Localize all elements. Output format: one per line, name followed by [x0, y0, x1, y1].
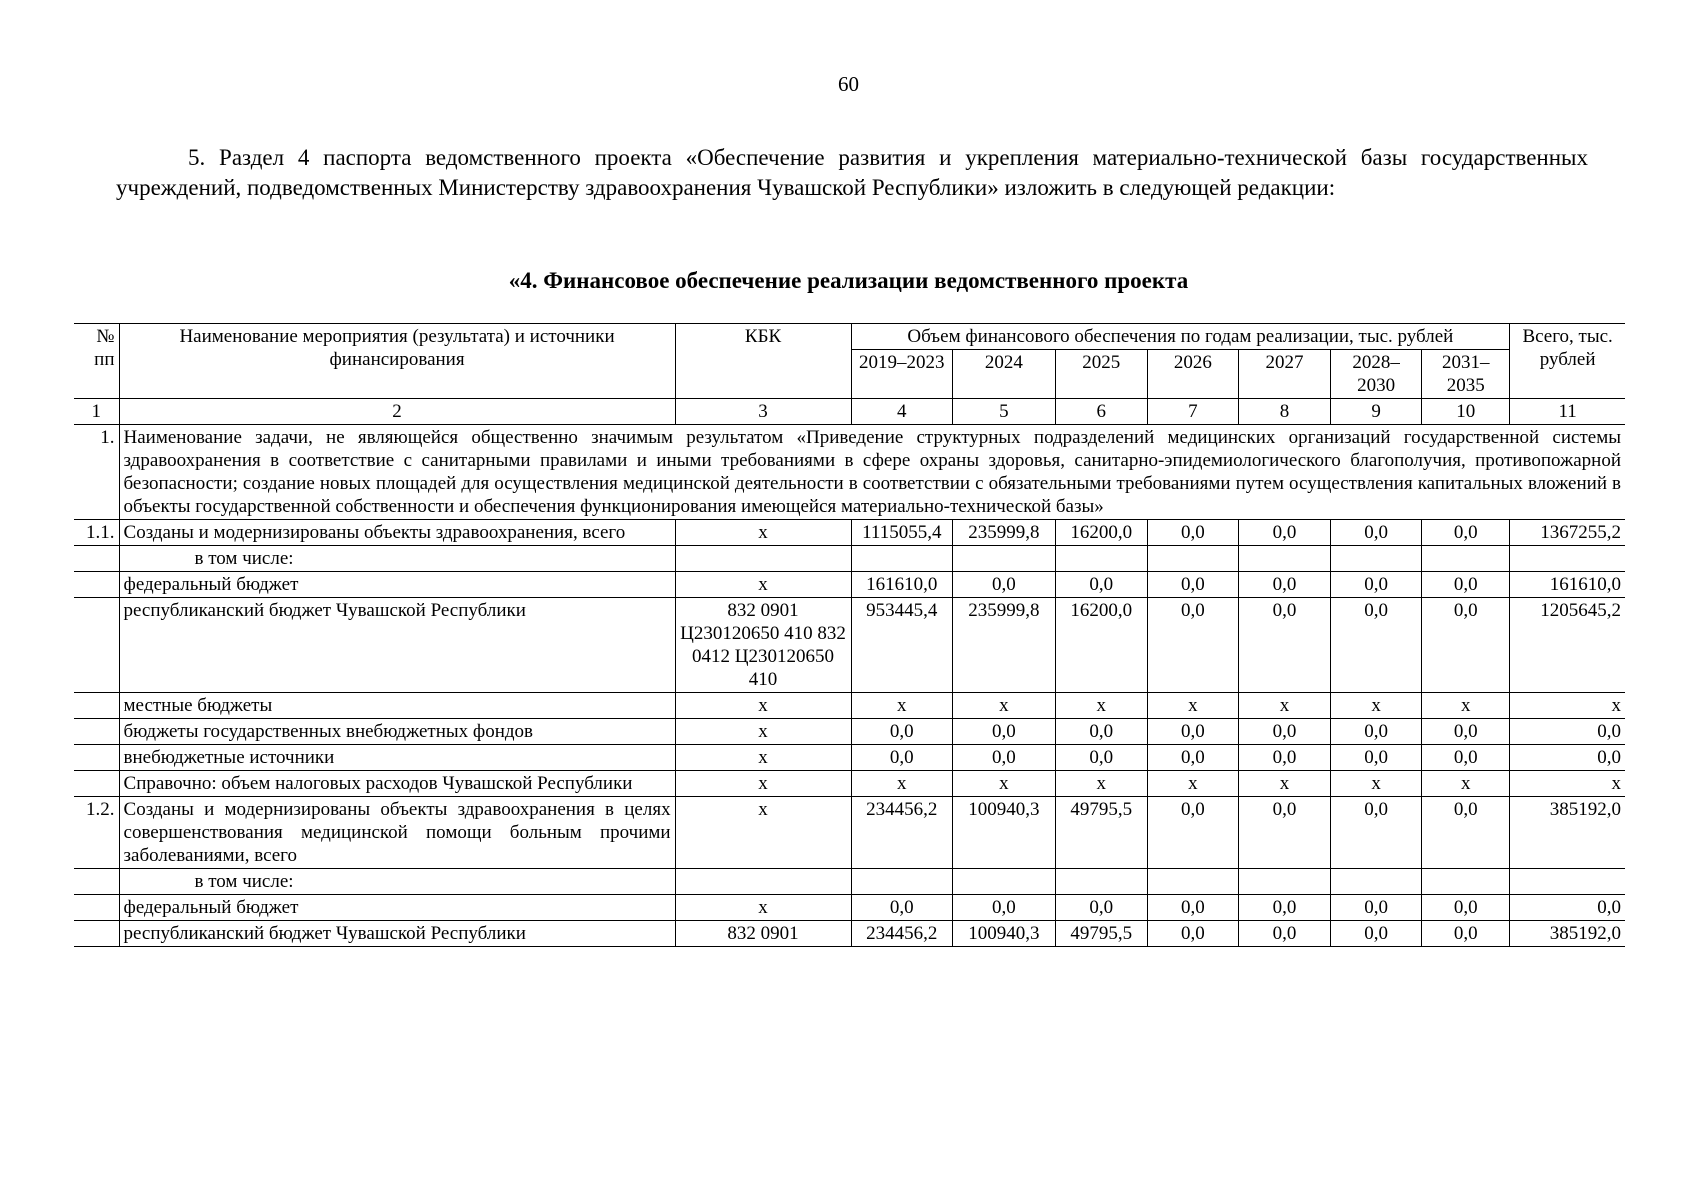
header-row-1: [74, 324, 1625, 350]
row-num: 1.2.: [74, 797, 119, 869]
row-value: [1147, 869, 1238, 895]
row-name: местные бюджеты: [119, 693, 675, 719]
row-value: 16200,0: [1055, 520, 1147, 546]
row-value: x: [1422, 693, 1510, 719]
row-value: [1331, 546, 1422, 572]
row-value: 0,0: [1055, 572, 1147, 598]
row-kbk: x: [675, 719, 851, 745]
header-year: 2025: [1055, 350, 1147, 399]
row-value: [1331, 869, 1422, 895]
row-name: федеральный бюджет: [119, 895, 675, 921]
header-name: Наименование мероприятия (результата) и источники финансирования: [119, 324, 675, 399]
row-value: 0,0: [1238, 598, 1330, 693]
row-value: x: [1510, 771, 1625, 797]
table-row: [74, 719, 1625, 745]
row-value: 0,0: [1422, 520, 1510, 546]
task-row: [74, 425, 1625, 520]
page-number: 60: [838, 72, 859, 96]
row-name: в том числе:: [119, 869, 675, 895]
row-value: x: [851, 693, 953, 719]
row-num: [74, 719, 119, 745]
row-value: 0,0: [1147, 921, 1238, 947]
table-row: [74, 869, 1625, 895]
column-number: 11: [1510, 399, 1625, 425]
column-number: 8: [1238, 399, 1330, 425]
row-value: 16200,0: [1055, 598, 1147, 693]
row-value: 0,0: [1147, 598, 1238, 693]
row-num: [74, 693, 119, 719]
column-number: 4: [851, 399, 953, 425]
intro-paragraph: 5. Раздел 4 паспорта ведомственного проекта «Обеспечение развития и укрепления материально-технической базы государственных учреждений, подведомственных Министерству здравоохранения Чувашской Республики» изложить в следующей редакции:: [116, 145, 1588, 200]
header-year: 2028–2030: [1331, 350, 1422, 399]
row-name: внебюджетные источники: [119, 745, 675, 771]
header-year: 2019–2023: [851, 350, 953, 399]
row-value: [1510, 869, 1625, 895]
column-number: 2: [119, 399, 675, 425]
header-year: 2027: [1238, 350, 1330, 399]
row-value: 0,0: [1147, 797, 1238, 869]
row-value: 0,0: [1147, 895, 1238, 921]
row-value: 1205645,2: [1510, 598, 1625, 693]
row-value: 161610,0: [851, 572, 953, 598]
row-num: [74, 546, 119, 572]
row-value: 0,0: [1147, 719, 1238, 745]
row-value: x: [1331, 693, 1422, 719]
row-value: 1367255,2: [1510, 520, 1625, 546]
column-number: 10: [1422, 399, 1510, 425]
row-kbk: x: [675, 520, 851, 546]
row-value: x: [1238, 693, 1330, 719]
row-value: 0,0: [1238, 719, 1330, 745]
column-number-row: [74, 399, 1625, 425]
row-kbk: x: [675, 693, 851, 719]
row-kbk: x: [675, 771, 851, 797]
row-value: 0,0: [1238, 797, 1330, 869]
row-value: [851, 546, 953, 572]
row-value: [1055, 869, 1147, 895]
header-year: 2031–2035: [1422, 350, 1510, 399]
row-value: [1055, 546, 1147, 572]
row-value: 0,0: [1147, 520, 1238, 546]
row-value: 385192,0: [1510, 797, 1625, 869]
row-value: [1510, 546, 1625, 572]
row-value: 49795,5: [1055, 797, 1147, 869]
row-value: 0,0: [1422, 895, 1510, 921]
row-value: 0,0: [953, 895, 1056, 921]
row-value: 235999,8: [953, 598, 1056, 693]
row-name: федеральный бюджет: [119, 572, 675, 598]
row-num: [74, 598, 119, 693]
table-row: [74, 771, 1625, 797]
row-value: 0,0: [1055, 745, 1147, 771]
row-num: [74, 745, 119, 771]
row-value: 0,0: [1331, 598, 1422, 693]
table-row: [74, 572, 1625, 598]
row-value: 0,0: [1422, 598, 1510, 693]
row-value: x: [1055, 693, 1147, 719]
row-value: 1115055,4: [851, 520, 953, 546]
row-name: в том числе:: [119, 546, 675, 572]
row-value: 234456,2: [851, 797, 953, 869]
section-title: «4. Финансовое обеспечение реализации ведомственного проекта: [508, 268, 1189, 293]
row-value: 0,0: [1055, 895, 1147, 921]
row-value: 161610,0: [1510, 572, 1625, 598]
row-value: 234456,2: [851, 921, 953, 947]
row-name: Созданы и модернизированы объекты здравоохранения, всего: [119, 520, 675, 546]
row-value: 0,0: [1238, 921, 1330, 947]
row-value: 0,0: [1422, 572, 1510, 598]
row-value: 0,0: [1422, 745, 1510, 771]
row-value: [953, 869, 1056, 895]
row-value: 0,0: [851, 719, 953, 745]
row-value: x: [1331, 771, 1422, 797]
row-num: 1.1.: [74, 520, 119, 546]
row-name: Созданы и модернизированы объекты здравоохранения в целях совершенствования медицинской помощи больным прочими заболеваниями, всего: [119, 797, 675, 869]
row-value: [953, 546, 1056, 572]
row-kbk: 832 0901 Ц230120650 410 832 0412 Ц230120650 410: [675, 598, 851, 693]
task-text: Наименование задачи, не являющейся общественно значимым результатом «Приведение структурных подразделений медицинских организаций государственной системы здравоохранения в соответствие с санитарными правилами и иными требованиями в сфере охраны здоровья, санитарно-эпидемиологического благополучия, противопожарной безопасности; создание новых площадей для осуществления медицинской деятельности в соответствии с обязательными требованиями путем осуществления капитальных вложений в объекты государственной собственности и обеспечения функционирования имеющейся материально-технической базы»: [119, 425, 1625, 520]
table-row: [74, 921, 1625, 947]
row-value: 953445,4: [851, 598, 953, 693]
row-kbk: x: [675, 572, 851, 598]
row-value: 0,0: [1510, 719, 1625, 745]
row-num: [74, 869, 119, 895]
row-value: [1422, 869, 1510, 895]
row-value: 0,0: [1238, 520, 1330, 546]
row-value: x: [1055, 771, 1147, 797]
row-name: бюджеты государственных внебюджетных фондов: [119, 719, 675, 745]
row-value: 0,0: [1331, 745, 1422, 771]
row-value: [1238, 546, 1330, 572]
row-value: 0,0: [1510, 895, 1625, 921]
row-value: 0,0: [953, 719, 1056, 745]
row-value: 235999,8: [953, 520, 1056, 546]
row-value: 0,0: [1422, 797, 1510, 869]
row-value: 49795,5: [1055, 921, 1147, 947]
row-value: 0,0: [953, 572, 1056, 598]
row-value: [851, 869, 953, 895]
header-volume: Объем финансового обеспечения по годам реализации, тыс. рублей: [851, 324, 1510, 350]
row-value: x: [1147, 771, 1238, 797]
table-row: [74, 797, 1625, 869]
header-kbk: КБК: [675, 324, 851, 399]
table-row: [74, 693, 1625, 719]
row-kbk: [675, 869, 851, 895]
row-value: x: [953, 693, 1056, 719]
row-name: республиканский бюджет Чувашской Республики: [119, 598, 675, 693]
row-value: 0,0: [1331, 719, 1422, 745]
row-value: x: [1147, 693, 1238, 719]
row-value: 0,0: [1422, 921, 1510, 947]
header-total: Всего, тыс. рублей: [1510, 324, 1625, 399]
row-value: x: [851, 771, 953, 797]
column-number: 1: [74, 399, 119, 425]
row-value: 0,0: [1510, 745, 1625, 771]
row-value: 0,0: [1331, 797, 1422, 869]
row-num: [74, 572, 119, 598]
row-value: 0,0: [1147, 745, 1238, 771]
row-value: [1238, 869, 1330, 895]
row-value: 0,0: [1238, 572, 1330, 598]
column-number: 6: [1055, 399, 1147, 425]
column-number: 3: [675, 399, 851, 425]
row-value: 100940,3: [953, 921, 1056, 947]
row-value: 0,0: [1331, 572, 1422, 598]
column-number: 7: [1147, 399, 1238, 425]
row-num: [74, 895, 119, 921]
column-number: 5: [953, 399, 1056, 425]
row-value: x: [1238, 771, 1330, 797]
table-row: [74, 598, 1625, 693]
row-value: 0,0: [1055, 719, 1147, 745]
column-number: 9: [1331, 399, 1422, 425]
row-value: 0,0: [1331, 520, 1422, 546]
financing-table: [74, 323, 1625, 947]
row-kbk: [675, 546, 851, 572]
row-value: 0,0: [851, 895, 953, 921]
row-value: 0,0: [1331, 921, 1422, 947]
table-row: [74, 520, 1625, 546]
row-value: [1147, 546, 1238, 572]
header-year: 2026: [1147, 350, 1238, 399]
table-row: [74, 895, 1625, 921]
row-name: республиканский бюджет Чувашской Республики: [119, 921, 675, 947]
header-year: 2024: [953, 350, 1056, 399]
row-value: 0,0: [1238, 745, 1330, 771]
row-value: 0,0: [953, 745, 1056, 771]
row-value: 100940,3: [953, 797, 1056, 869]
row-name: Справочно: объем налоговых расходов Чувашской Республики: [119, 771, 675, 797]
row-value: x: [953, 771, 1056, 797]
table-row: [74, 745, 1625, 771]
task-num: 1.: [74, 425, 119, 520]
row-value: 0,0: [1238, 895, 1330, 921]
row-num: [74, 921, 119, 947]
row-kbk: x: [675, 745, 851, 771]
table-row: [74, 546, 1625, 572]
row-kbk: x: [675, 895, 851, 921]
row-value: 0,0: [1147, 572, 1238, 598]
row-value: 0,0: [851, 745, 953, 771]
row-num: [74, 771, 119, 797]
row-kbk: x: [675, 797, 851, 869]
row-value: [1422, 546, 1510, 572]
header-num: № пп: [74, 324, 119, 399]
row-value: 0,0: [1331, 895, 1422, 921]
row-kbk: 832 0901: [675, 921, 851, 947]
row-value: 385192,0: [1510, 921, 1625, 947]
row-value: x: [1510, 693, 1625, 719]
row-value: x: [1422, 771, 1510, 797]
row-value: 0,0: [1422, 719, 1510, 745]
